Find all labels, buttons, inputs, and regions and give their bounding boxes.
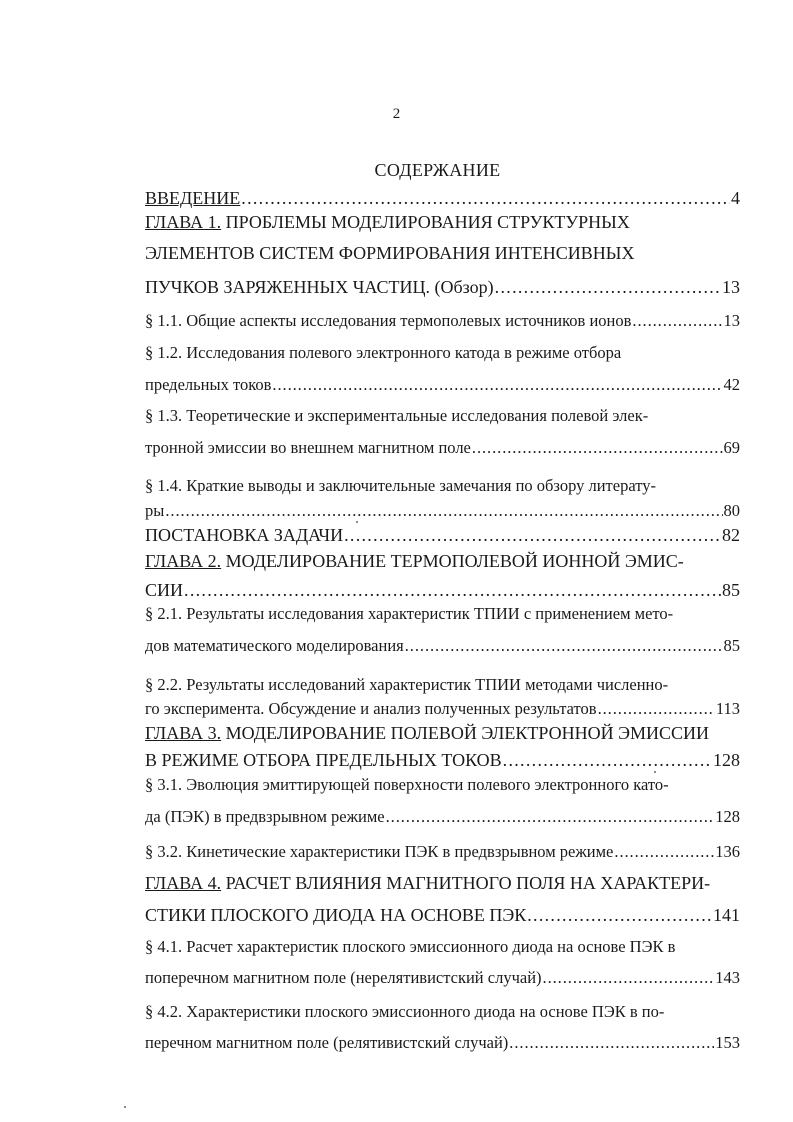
toc-s32-page: 136 [715,842,740,861]
toc-ch3-title-line-2: В РЕЖИМЕ ОТБОРА ПРЕДЕЛЬНЫХ ТОКОВ [145,750,502,770]
toc-leader [503,748,712,772]
page-title: СОДЕРЖАНИЕ [374,160,501,180]
toc-leader [165,499,722,523]
toc-ch3-title-line-1: МОДЕЛИРОВАНИЕ ПОЛЕВОЙ ЭЛЕКТРОННОЙ ЭМИССИИ [225,723,709,743]
toc-intro-label: ВВЕДЕНИЕ [145,188,241,208]
toc-ch1-title-line-3: ПУЧКОВ ЗАРЯЖЕННЫХ ЧАСТИЦ. (Обзор) [145,277,494,297]
toc-leader [632,309,722,333]
toc-s14-line-2: ры [145,501,165,520]
toc-leader [509,1031,714,1055]
toc-section-4-1-line-1 [145,935,740,959]
toc-entry-intro [145,186,740,210]
toc-section-1-2-line-2 [145,373,740,397]
toc-leader [495,275,721,299]
toc-leader [272,373,722,397]
toc-s21-page: 85 [723,636,740,655]
toc-chapter-3-line-1 [145,721,740,745]
toc-ch1-page: 13 [722,277,740,297]
toc-leader [241,186,730,210]
toc-ch1-prefix: ГЛАВА 1. [145,212,222,232]
toc-s22-page: 113 [715,699,740,718]
toc-ch2-prefix: ГЛАВА 2. [145,551,222,571]
toc-section-4-2-line-1 [145,1000,740,1024]
toc-leader [543,966,715,990]
toc-ch2-page: 85 [722,580,740,600]
toc-ch4-page: 141 [713,905,740,925]
toc-section-3-2 [145,840,740,864]
toc-section-1-3-line-1 [145,404,740,428]
toc-ch2-title-line-1: МОДЕЛИРОВАНИЕ ТЕРМОПОЛЕВОЙ ИОННОЙ ЭМИС- [225,551,684,571]
toc-s21-line-1: § 2.1. Результаты исследования характеристик ТПИИ с применением мето- [145,604,674,623]
toc-s31-line-1: § 3.1. Эволюция эмиттирующей поверхности полевого электронного като- [145,775,669,794]
toc-entry-task [145,523,740,547]
toc-task-page: 82 [722,525,740,545]
toc-s41-line-1: § 4.1. Расчет характеристик плоского эмиссионного диода на основе ПЭК в [145,937,676,956]
scan-speck [654,771,656,773]
toc-leader [527,903,712,927]
toc-section-2-2-line-2 [145,697,740,721]
toc-section-1-4-line-2 [145,499,740,523]
toc-section-1-3-line-2 [145,436,740,460]
toc-section-1-1 [145,309,740,333]
toc-ch4-title-line-2: СТИКИ ПЛОСКОГО ДИОДА НА ОСНОВЕ ПЭК [145,905,527,925]
toc-chapter-1-line-2 [145,241,740,265]
toc-chapter-4-line-2 [145,903,740,927]
toc-ch4-title-line-1: РАСЧЕТ ВЛИЯНИЯ МАГНИТНОГО ПОЛЯ НА ХАРАКТЕРИ- [225,873,711,893]
toc-s31-line-2: да (ПЭК) в предвзрывном режиме [145,807,385,826]
toc-s22-line-1: § 2.2. Результаты исследований характеристик ТПИИ методами численно- [145,675,669,694]
toc-chapter-2-line-2 [145,578,740,602]
toc-leader [386,805,715,829]
toc-s41-line-2: поперечном магнитном поле (нерелятивистский случай) [145,968,542,987]
toc-ch2-title-line-2: СИИ [145,580,184,600]
toc-s31-page: 128 [715,807,740,826]
toc-s42-line-1: § 4.2. Характеристики плоского эмиссионного диода на основе ПЭК в по- [145,1002,665,1021]
toc-s11-text: § 1.1. Общие аспекты исследования термополевых источников ионов [145,311,632,330]
toc-leader [405,634,723,658]
toc-section-2-1-line-1 [145,602,740,626]
toc-section-3-1-line-2 [145,805,740,829]
toc-ch1-title-line-2: ЭЛЕМЕНТОВ СИСТЕМ ФОРМИРОВАНИЯ ИНТЕНСИВНЫХ [145,243,635,263]
toc-leader [598,697,715,721]
toc-leader [184,578,721,602]
toc-chapter-3-line-2 [145,748,740,772]
toc-leader [472,436,723,460]
toc-s22-line-2: го эксперимента. Обсуждение и анализ полученных результатов [145,699,597,718]
toc-chapter-1-line-3 [145,275,740,299]
toc-section-4-1-line-2 [145,966,740,990]
toc-s21-line-2: дов математического моделирования [145,636,404,655]
scan-speck [356,521,358,523]
toc-s13-line-1: § 1.3. Теоретические и экспериментальные исследования полевой элек- [145,406,649,425]
toc-leader [344,523,721,547]
toc-s13-page: 69 [723,438,740,457]
toc-section-4-2-line-2 [145,1031,740,1055]
toc-s41-page: 143 [715,968,740,987]
toc-s12-line-2: предельных токов [145,375,272,394]
toc-ch3-page: 128 [713,750,740,770]
toc-ch1-title-line-1: ПРОБЛЕМЫ МОДЕЛИРОВАНИЯ СТРУКТУРНЫХ [225,212,630,232]
toc-section-2-1-line-2 [145,634,740,658]
toc-s12-page: 42 [723,375,740,394]
scan-speck [124,1106,126,1108]
toc-section-1-2-line-1 [145,341,740,365]
toc-chapter-4-line-1 [145,871,740,895]
toc-s12-line-1: § 1.2. Исследования полевого электронного катода в режиме отбора [145,343,622,362]
toc-s42-line-2: перечном магнитном поле (релятивистский случай) [145,1033,509,1052]
toc-task-label: ПОСТАНОВКА ЗАДАЧИ [145,525,344,545]
toc-s11-page: 13 [723,311,740,330]
toc-s32-text: § 3.2. Кинетические характеристики ПЭК в предвзрывном режиме [145,842,614,861]
toc-chapter-1-line-1 [145,210,740,234]
toc-section-1-4-line-1 [145,474,740,498]
toc-intro-page: 4 [731,188,740,208]
toc-section-2-2-line-1 [145,673,740,697]
toc-chapter-2-line-1 [145,549,740,573]
toc-leader [614,840,714,864]
toc-s42-page: 153 [715,1033,740,1052]
toc-s13-line-2: тронной эмиссии во внешнем магнитном поле [145,438,471,457]
toc-s14-page: 80 [723,501,740,520]
toc-section-3-1-line-1 [145,773,740,797]
toc-s14-line-1: § 1.4. Краткие выводы и заключительные замечания по обзору литерату- [145,476,656,495]
page-number: 2 [392,106,401,122]
toc-ch4-prefix: ГЛАВА 4. [145,873,222,893]
toc-ch3-prefix: ГЛАВА 3. [145,723,222,743]
